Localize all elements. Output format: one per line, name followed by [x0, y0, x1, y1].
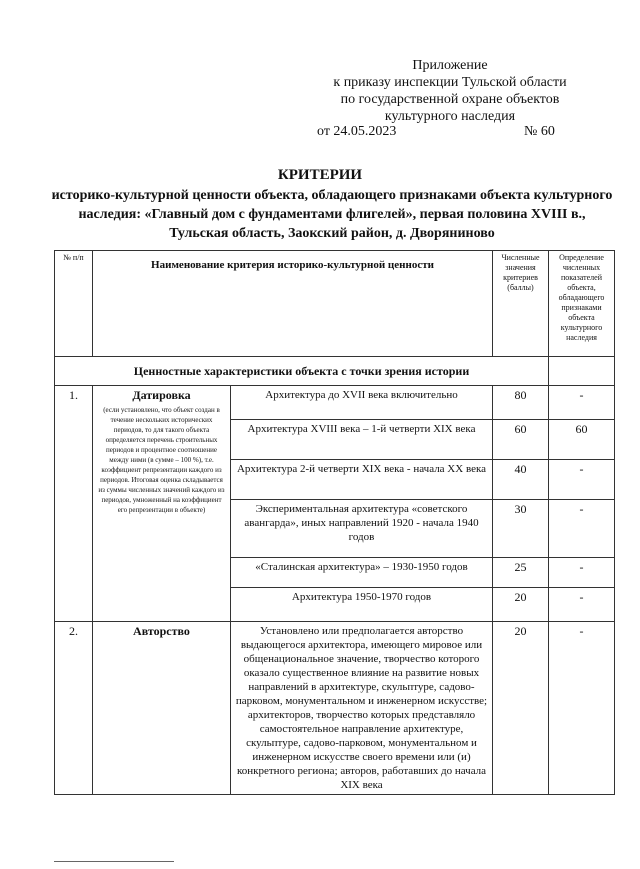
criterion-cell: [93, 622, 231, 795]
criterion-item-det: -: [549, 622, 615, 795]
criterion-item-value: 25: [493, 558, 549, 588]
appendix-line: по государственной охране объектов: [340, 92, 560, 107]
criterion-item-det: -: [549, 558, 615, 588]
document-title: КРИТЕРИИ: [277, 167, 363, 183]
document-subtitle: историко-культурной ценности объекта, обладающего признаками объекта культурного наследия: «Главный дом с фундаментами флигелей», первая половина XVIII в., Тульская область, Заокский район, д. Дворяниново: [51, 188, 613, 241]
column-header-determination: Определение численных показателей объекта, обладающего признаками объекта культурного наследия: [549, 251, 615, 357]
criterion-item-value: 80: [493, 386, 549, 420]
appendix-block: [300, 57, 600, 125]
criterion-item-desc: Архитектура до XVII века включительно: [231, 386, 493, 420]
criterion-name: Датировка: [132, 388, 191, 402]
table-row: [55, 622, 615, 795]
column-header-values: Численные значения критериев (баллы): [493, 251, 549, 357]
criterion-item-value: 60: [493, 420, 549, 460]
criterion-item-desc: Архитектура XVIII века – 1-й четверти XIX века: [231, 420, 493, 460]
criterion-name: Авторство: [133, 624, 190, 638]
criterion-item-desc: Экспериментальная архитектура «советского авангарда», иных направлений 1920 - начала 1940 годов: [231, 500, 493, 558]
criterion-item-det: -: [549, 500, 615, 558]
criterion-item-value: 40: [493, 460, 549, 500]
order-number: № 60: [524, 124, 555, 139]
section-empty-cell: [549, 357, 615, 386]
table-header-row: [55, 251, 615, 357]
column-header-name: Наименование критерия историко-культурной ценности: [93, 251, 493, 357]
footnote-divider: [54, 861, 174, 862]
column-header-num: № п/п: [55, 251, 93, 357]
section-title: Ценностные характеристики объекта с точки зрения истории: [55, 357, 549, 386]
criterion-number: 2.: [55, 622, 93, 795]
criterion-number: 1.: [55, 386, 93, 622]
section-row: [55, 357, 615, 386]
order-date: от 24.05.2023: [317, 124, 397, 139]
criterion-item-desc: Установлено или предполагается авторство выдающегося архитектора, имеющего мировое или общенациональное значение, творчество которого оказало существенное влияние на развитие новых направлений в архитектуре, скульптуре, садово-парковом, монументальном и инженерном искусстве; архитекторов, творчество которых представляло самостоятельное направление архитектуре, скульптуре, садово-парковом, монументальном и инженерном искусстве своего времени или (и) конкретного региона; авторов, работавших до начала XIX века: [231, 622, 493, 795]
criterion-item-det: -: [549, 588, 615, 622]
criterion-cell: [93, 386, 231, 622]
criterion-item-desc: Архитектура 2-й четверти XIX века - начала XX века: [231, 460, 493, 500]
appendix-line: Приложение: [412, 58, 488, 73]
criterion-item-det: -: [549, 460, 615, 500]
criterion-item-value: 20: [493, 588, 549, 622]
table-row: [55, 386, 615, 420]
criterion-item-desc: «Сталинская архитектура» – 1930-1950 годов: [231, 558, 493, 588]
criterion-note: (если установлено, что объект создан в течение нескольких исторических периодов, то для такого объекта определяется перечень строительных периодов и процентное соотношение между ними (в сумме – 100 %), т.е. коэффициент репрезентации каждого из периодов. Итоговая оценка складывается из суммы численных значений каждого из периодов, умноженный на коэффициент его репрезентации в объекте): [98, 406, 225, 514]
criterion-item-value: 20: [493, 622, 549, 795]
appendix-line: к приказу инспекции Тульской области: [333, 75, 567, 90]
criterion-item-desc: Архитектура 1950-1970 годов: [231, 588, 493, 622]
criterion-item-det: -: [549, 386, 615, 420]
criterion-item-det: 60: [549, 420, 615, 460]
criteria-table: [54, 250, 615, 795]
criterion-item-value: 30: [493, 500, 549, 558]
appendix-line: культурного наследия: [384, 109, 516, 124]
